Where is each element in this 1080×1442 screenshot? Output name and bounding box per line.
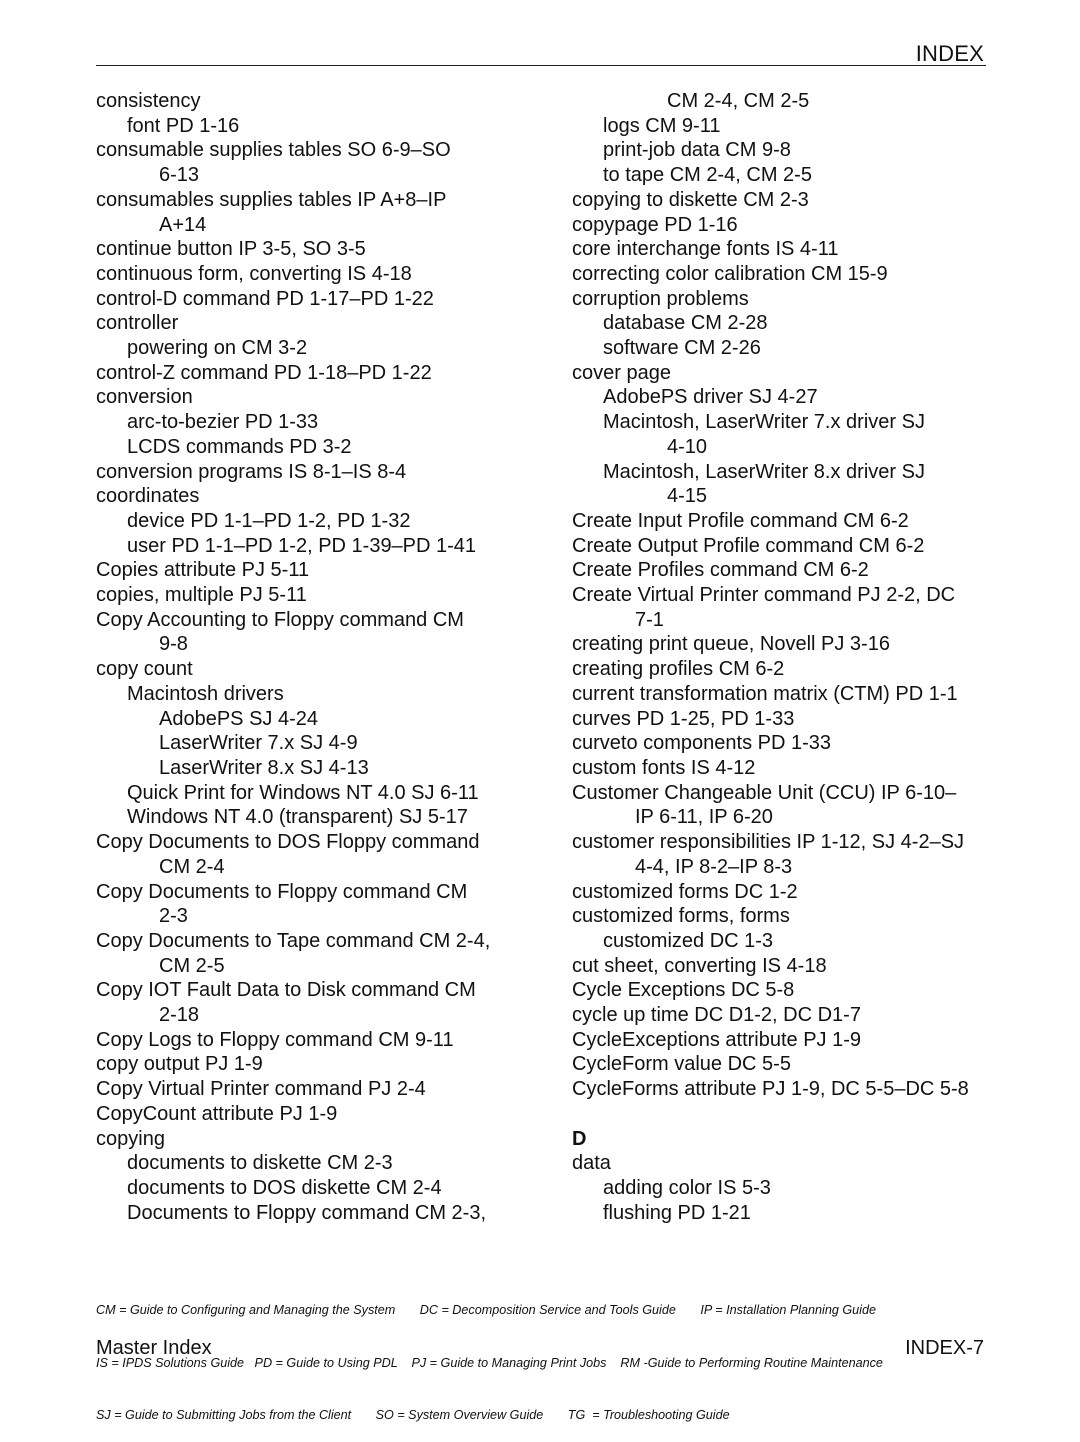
index-entry: CycleForm value DC 5-5 [572,1053,791,1076]
footer-page-number: INDEX-7 [905,1337,984,1359]
index-entry: CM 2-4, CM 2-5 [667,90,810,112]
index-entry: LCDS commands PD 3-2 [127,435,352,458]
footer-title: Master Index [96,1337,212,1359]
index-entry: customized forms, forms [572,905,790,928]
index-entry: Copy Accounting to Floppy command CM [96,608,464,631]
index-entry: cycle up time DC D1-2, DC D1-7 [572,1004,861,1027]
index-entry: curves PD 1-25, PD 1-33 [572,707,795,730]
index-entry: 4-10 [667,435,708,458]
index-entry: Macintosh drivers [127,682,284,705]
index-entry: powering on CM 3-2 [127,337,308,360]
index-entry: print-job data CM 9-8 [603,139,791,162]
index-entry: Create Input Profile command CM 6-2 [572,509,909,532]
index-entry: custom fonts IS 4-12 [572,756,756,779]
index-entry: Copy Documents to Floppy command CM [96,880,468,903]
index-entry: 6-13 [159,164,200,187]
index-entry: copies, multiple PJ 5-11 [96,584,307,607]
index-entry: Cycle Exceptions DC 5-8 [572,979,795,1002]
index-entry: Copy Logs to Floppy command CM 9-11 [96,1028,454,1051]
index-entry: Macintosh, LaserWriter 8.x driver SJ [603,460,925,483]
index-entry: conversion programs IS 8-1–IS 8-4 [96,460,407,483]
index-entry: A+14 [159,213,207,236]
index-entry: CM 2-5 [159,954,225,977]
index-entry: CycleExceptions attribute PJ 1-9 [572,1028,862,1051]
index-entry: AdobePS SJ 4-24 [159,707,318,730]
index-entry: IP 6-11, IP 6-20 [635,806,773,829]
index-entry: 4-4, IP 8-2–IP 8-3 [635,855,793,878]
index-entry: 9-8 [159,633,188,656]
index-entry: 4-15 [667,485,708,508]
index-entry: continuous form, converting IS 4-18 [96,262,412,285]
index-entry: corruption problems [572,287,749,310]
abbreviation-legend [96,1267,883,1442]
index-entry: 7-1 [635,608,664,631]
index-entry: user PD 1-1–PD 1-2, PD 1-39–PD 1-41 [127,534,477,557]
index-entry: AdobePS driver SJ 4-27 [603,386,818,409]
index-entry: Copy Documents to DOS Floppy command [96,831,480,854]
index-entry: CM 2-4 [159,855,225,878]
index-entry: customer responsibilities IP 1-12, SJ 4-2–SJ [572,831,965,854]
index-entry: Copy IOT Fault Data to Disk command CM [96,979,476,1002]
index-entry: arc-to-bezier PD 1-33 [127,411,319,434]
index-entry: copying to diskette CM 2-3 [572,188,809,211]
index-entry: Windows NT 4.0 (transparent) SJ 5-17 [127,806,468,829]
index-entry: font PD 1-16 [127,114,240,137]
index-entry: cover page [572,361,671,384]
index-entry: controller [96,312,179,335]
index-entry: control-Z command PD 1-18–PD 1-22 [96,361,432,384]
index-entry: Documents to Floppy command CM 2-3, [127,1201,487,1224]
index-entry: creating print queue, Novell PJ 3-16 [572,633,890,656]
index-entry: customized forms DC 1-2 [572,880,798,903]
index-entry: 2-18 [159,1004,200,1027]
index-entry: creating profiles CM 6-2 [572,658,785,681]
page-header-title: INDEX [915,41,984,66]
index-entry: copy output PJ 1-9 [96,1053,263,1076]
index-entry: software CM 2-26 [603,337,761,360]
index-entry: copy count [96,658,193,681]
index-entry: database CM 2-28 [603,312,768,335]
index-entry: Create Profiles command CM 6-2 [572,559,869,582]
index-entry: LaserWriter 7.x SJ 4-9 [159,732,358,755]
index-entry: customized DC 1-3 [603,929,774,952]
index-entry: consistency [96,90,201,112]
index-entry: core interchange fonts IS 4-11 [572,238,839,261]
index-entry: Copy Documents to Tape command CM 2-4, [96,929,491,952]
index-entry: Create Virtual Printer command PJ 2-2, DC [572,584,956,607]
index-entry: conversion [96,386,193,409]
index-entry: continue button IP 3-5, SO 3-5 [96,238,366,261]
index-section-letter: D [572,1127,587,1150]
index-entry: Customer Changeable Unit (CCU) IP 6-10– [572,781,957,804]
index-entry: cut sheet, converting IS 4-18 [572,954,827,977]
index-entry: flushing PD 1-21 [603,1201,751,1224]
index-entry: Copies attribute PJ 5-11 [96,559,310,582]
index-entry: 2-3 [159,905,188,928]
index-entry: data [572,1152,611,1175]
legend-line: SJ = Guide to Submitting Jobs from the Client SO = System Overview Guide TG = Troubleshooting Guide [96,1408,730,1422]
index-column-right [572,89,1002,1225]
index-entry: adding color IS 5-3 [603,1176,771,1199]
index-entry: Create Output Profile command CM 6-2 [572,534,925,557]
index-entry: coordinates [96,485,200,508]
index-entry: Quick Print for Windows NT 4.0 SJ 6-11 [127,781,479,804]
section-gap [572,1102,1002,1127]
index-entry: device PD 1-1–PD 1-2, PD 1-32 [127,509,411,532]
index-entry: Copy Virtual Printer command PJ 2-4 [96,1078,426,1101]
index-entry: consumable supplies tables SO 6-9–SO [96,139,451,162]
legend-line: CM = Guide to Configuring and Managing the System DC = Decomposition Service and Tools Guide IP = Installation Planning Guide [96,1303,876,1317]
index-entry: control-D command PD 1-17–PD 1-22 [96,287,434,310]
legend-line: IS = IPDS Solutions Guide PD = Guide to Using PDL PJ = Guide to Managing Print Jobs RM -Guide to Performing Routine Maintenance [96,1355,883,1370]
index-column-left [96,89,526,1225]
index-entry: copypage PD 1-16 [572,213,738,236]
index-entry: current transformation matrix (CTM) PD 1-1 [572,682,958,705]
index-entry: LaserWriter 8.x SJ 4-13 [159,756,369,779]
index-entry: documents to diskette CM 2-3 [127,1152,393,1175]
index-entry: to tape CM 2-4, CM 2-5 [603,164,812,187]
index-entry: copying [96,1127,165,1150]
index-entry: curveto components PD 1-33 [572,732,832,755]
index-entry: consumables supplies tables IP A+8–IP [96,188,447,211]
index-entry: Macintosh, LaserWriter 7.x driver SJ [603,411,925,434]
index-entry: correcting color calibration CM 15-9 [572,262,888,285]
index-entry: CopyCount attribute PJ 1-9 [96,1102,338,1125]
index-entry: logs CM 9-11 [603,114,721,137]
index-entry: CycleForms attribute PJ 1-9, DC 5-5–DC 5-8 [572,1078,969,1101]
index-entry: documents to DOS diskette CM 2-4 [127,1176,442,1199]
header-rule [96,65,986,66]
